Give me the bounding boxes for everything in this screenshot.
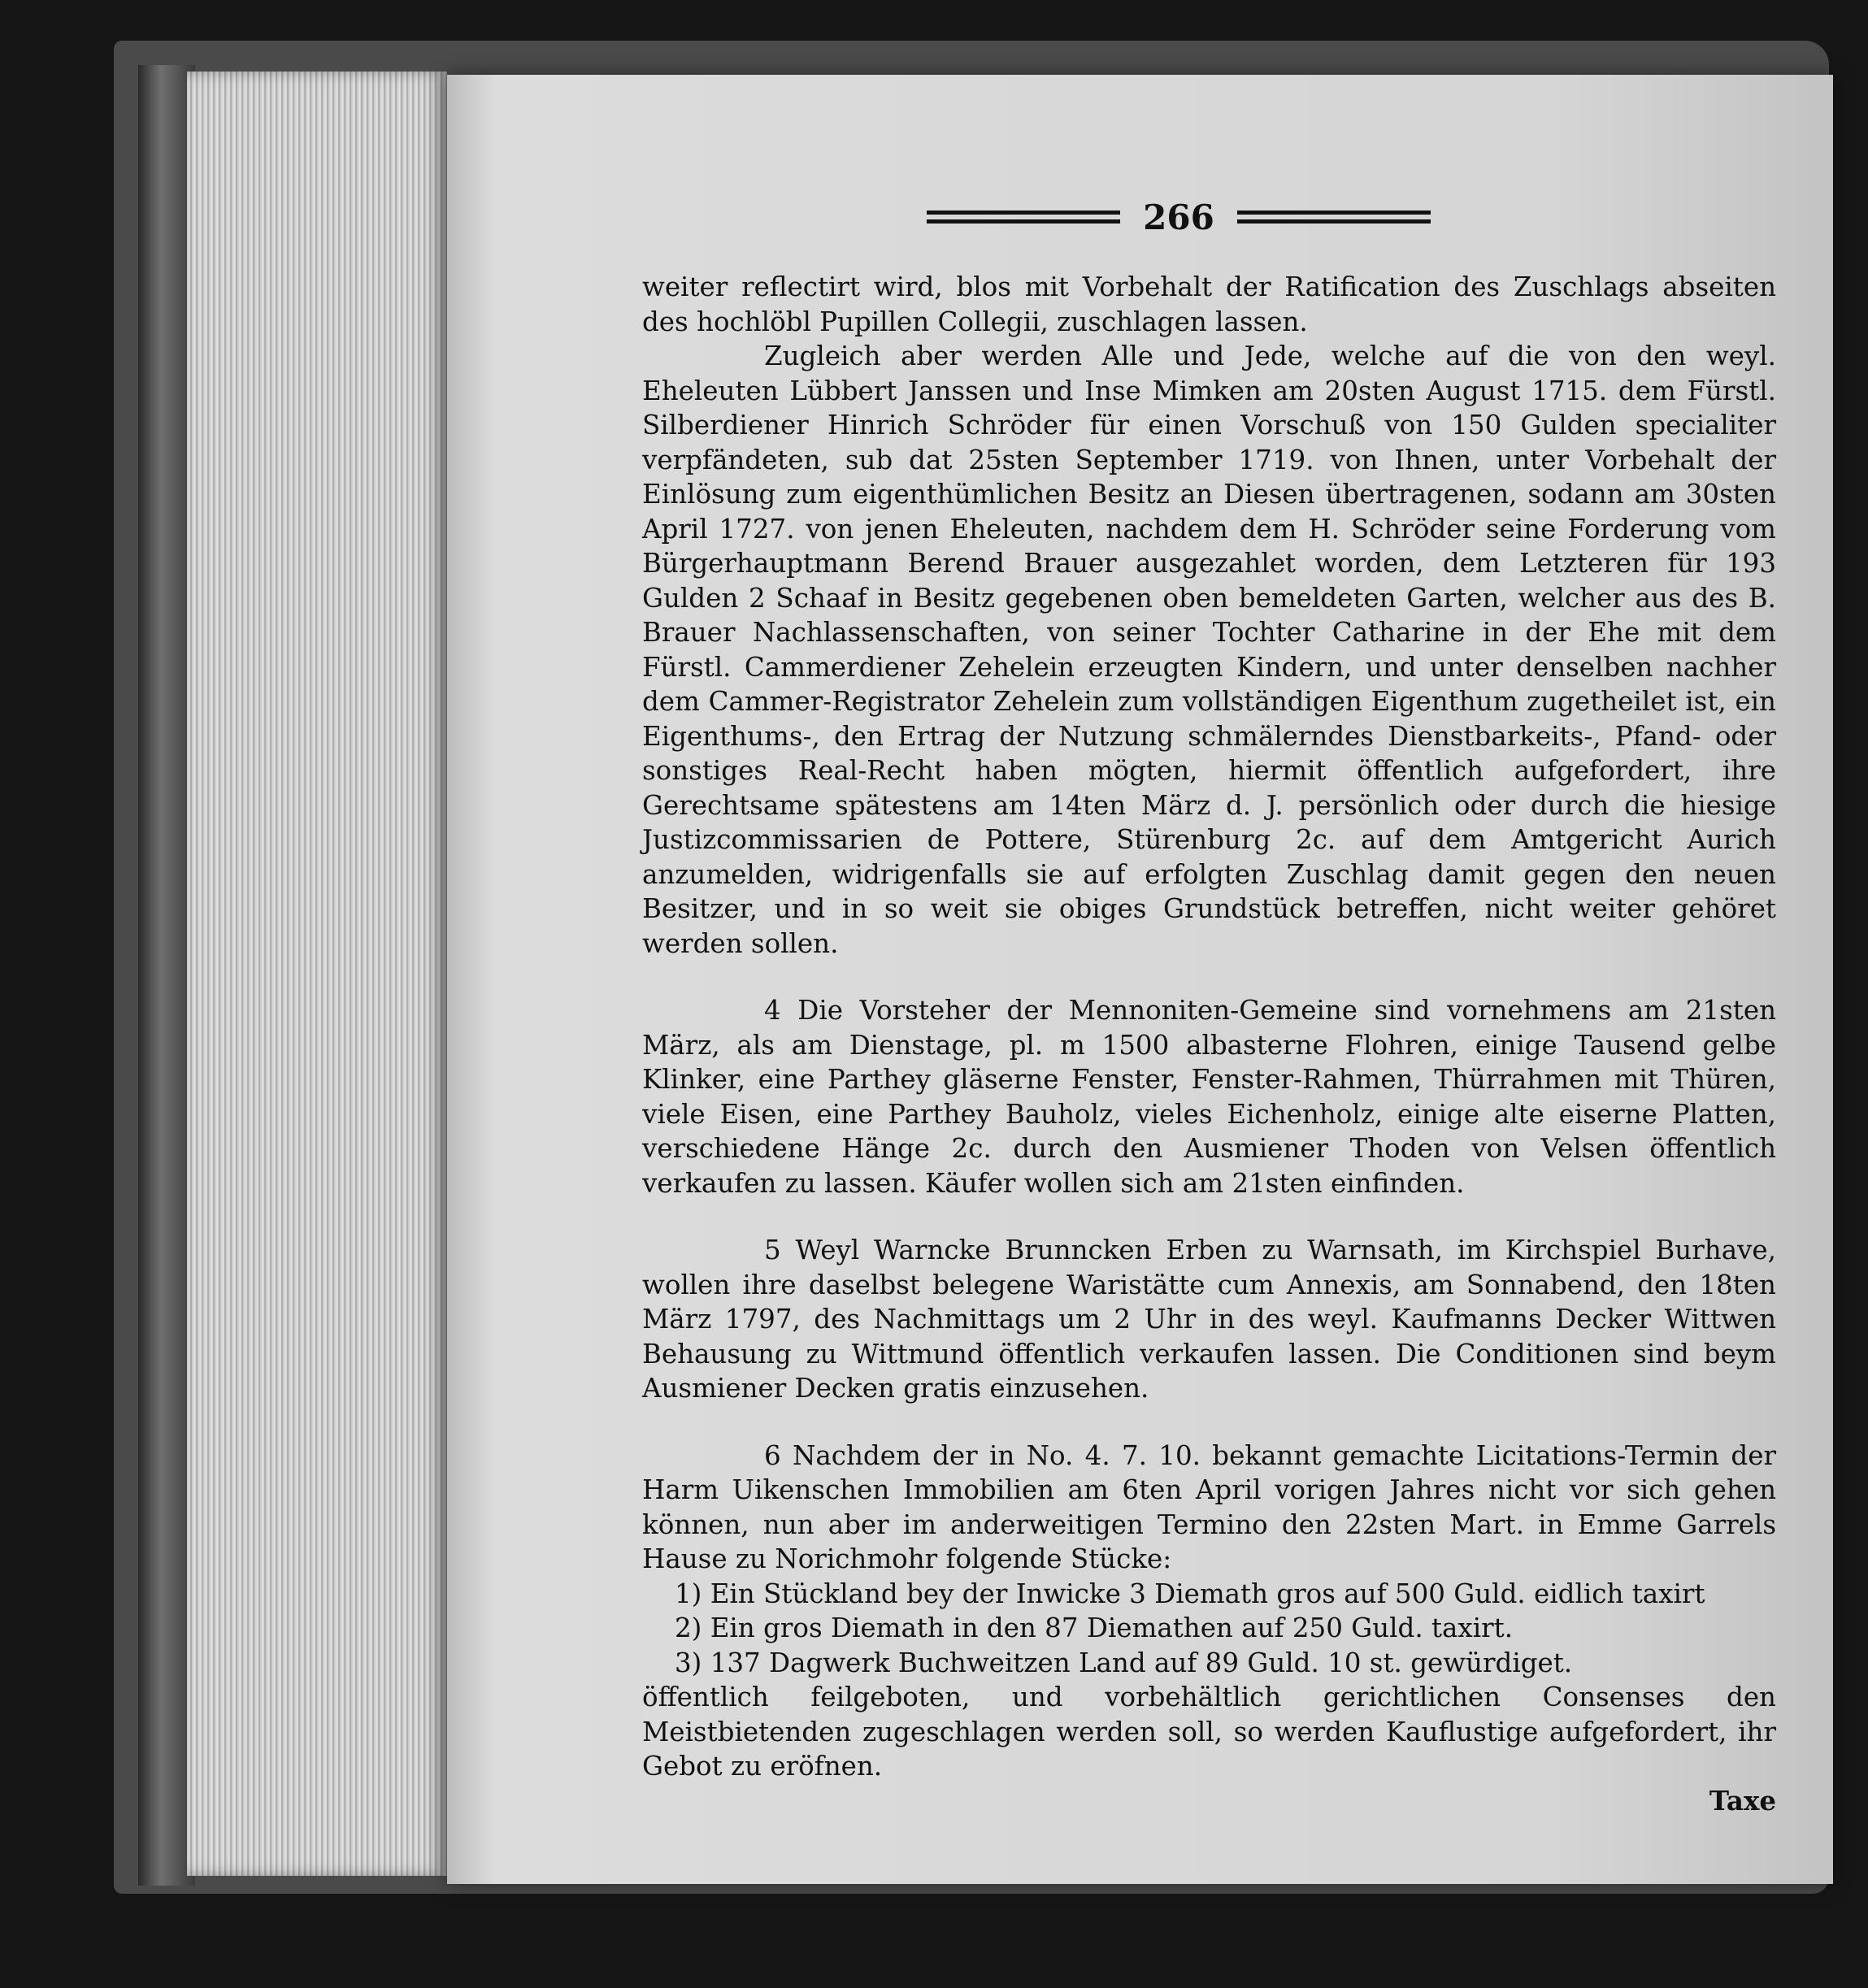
page-header [927, 193, 1431, 241]
notice-4: 4 Die Vorsteher der Mennoniten-Gemeine sind vornehmens am 21sten März, als am Dienstage, pl. m 1500 albasterne Flohren, einige Tausend gelbe Klinker, eine Parthey gläserne Fenster, Fenster-Rahmen, Thürrahmen mit Thüren, viele Eisen, eine Parthey Bauholz, vieles Eichenholz, einige alte eiserne Platten, verschiedene Hänge 2c. durch den Ausmiener Thoden von Velsen öffentlich verkaufen zu lassen. Käufer wollen sich am 21sten einfinden. [642, 995, 1776, 1199]
list-item: 2) Ein gros Diemath in den 87 Diemathen auf 250 Guld. taxirt. [675, 1613, 1514, 1643]
paragraph-continuation: weiter reflectirt wird, blos mit Vorbehalt der Ratification des Zuschlags abseiten des hochlöbl Pupillen Collegii, zuschlagen lassen. [642, 271, 1776, 337]
page-body [642, 270, 1776, 1818]
notice-6: 6 Nachdem der in No. 4. 7. 10. bekannt gemachte Licitations-Termin der Harm Uikenschen Immobilien am 6ten April vorigen Jahres nicht vor sich gehen können, nun aber im anderweitigen Termino den 22sten Mart. in Emme Garrels Hause zu Norichmohr folgende Stücke: [642, 1439, 1776, 1574]
page-number: 266 [1143, 197, 1214, 237]
header-rule-right [1237, 211, 1431, 224]
paragraph-summons: Zugleich aber werden Alle und Jede, welche auf die von den weyl. Eheleuten Lübbert Janssen und Inse Mimken am 20sten August 1715. dem Fürstl. Silberdiener Hinrich Schröder für einen Vorschuß von 150 Gulden specialiter verpfändeten, sub dat 25sten September 1719. von Ihnen, unter Vorbehalt der Einlösung zum eigenthümlichen Besitz an Diesen übertragenen, sodann am 30sten April 1727. von jenen Eheleuten, nachdem dem H. Schröder seine Forderung vom Bürgerhauptmann Berend Brauer ausgezahlet worden, dem Letzteren für 193 Gulden 2 Schaaf in Besitz gegebenen oben bemeldeten Garten, welcher aus des B. Brauer Nachlassenschaften, von seiner Tochter Catharine in der Ehe mit dem Fürstl. Cammerdiener Zehelein erzeugten Kindern, und unter denselben nachher dem Cammer-Registrator Zehelein zum vollständigen Eigenthum zugetheilet ist, ein Eigenthums-, den Ertrag der Nutzung schmälerndes Dienstbarkeits-, Pfand- oder sonstiges Real-Recht haben mögten, hiermit öffentlich aufgefordert, ihre Gerechtsame spätestens am 14ten März d. J. persönlich oder durch die hiesige Justizcommissarien de Pottere, Stürenburg 2c. auf dem Amtgericht Aurich anzumelden, widrigenfalls sie auf erfolgten Zuschlag damit gegen den neuen Besitzer, und in so weit sie obiges Grundstück betreffen, nicht weiter gehöret werden sollen. [642, 341, 1776, 959]
paragraph-closing: öffentlich feilgeboten, und vorbehältlich gerichtlichen Consenses den Meistbietenden zugeschlagen werden soll, so werden Kauflustige aufgefordert, ihr Gebot zu eröfnen. [642, 1682, 1776, 1782]
document-page [447, 75, 1833, 1884]
list-item: 1) Ein Stückland bey der Inwicke 3 Diemath gros auf 500 Guld. eidlich taxirt [675, 1578, 1705, 1609]
list-item: 3) 137 Dagwerk Buchweitzen Land auf 89 Guld. 10 st. gewürdiget. [675, 1647, 1573, 1678]
header-rule-left [927, 211, 1120, 224]
catchword: Taxe [1709, 1784, 1776, 1817]
page-edges [187, 72, 447, 1876]
notice-5: 5 Weyl Warncke Brunncken Erben zu Warnsath, im Kirchspiel Burhave, wollen ihre daselbst belegene Waristätte cum Annexis, am Sonnabend, den 18ten März 1797, des Nachmittags um 2 Uhr in des weyl. Kaufmanns Decker Wittwen Behausung zu Wittmund öffentlich verkaufen lassen. Die Conditionen sind beym Ausmiener Decken gratis einzusehen. [642, 1235, 1776, 1404]
